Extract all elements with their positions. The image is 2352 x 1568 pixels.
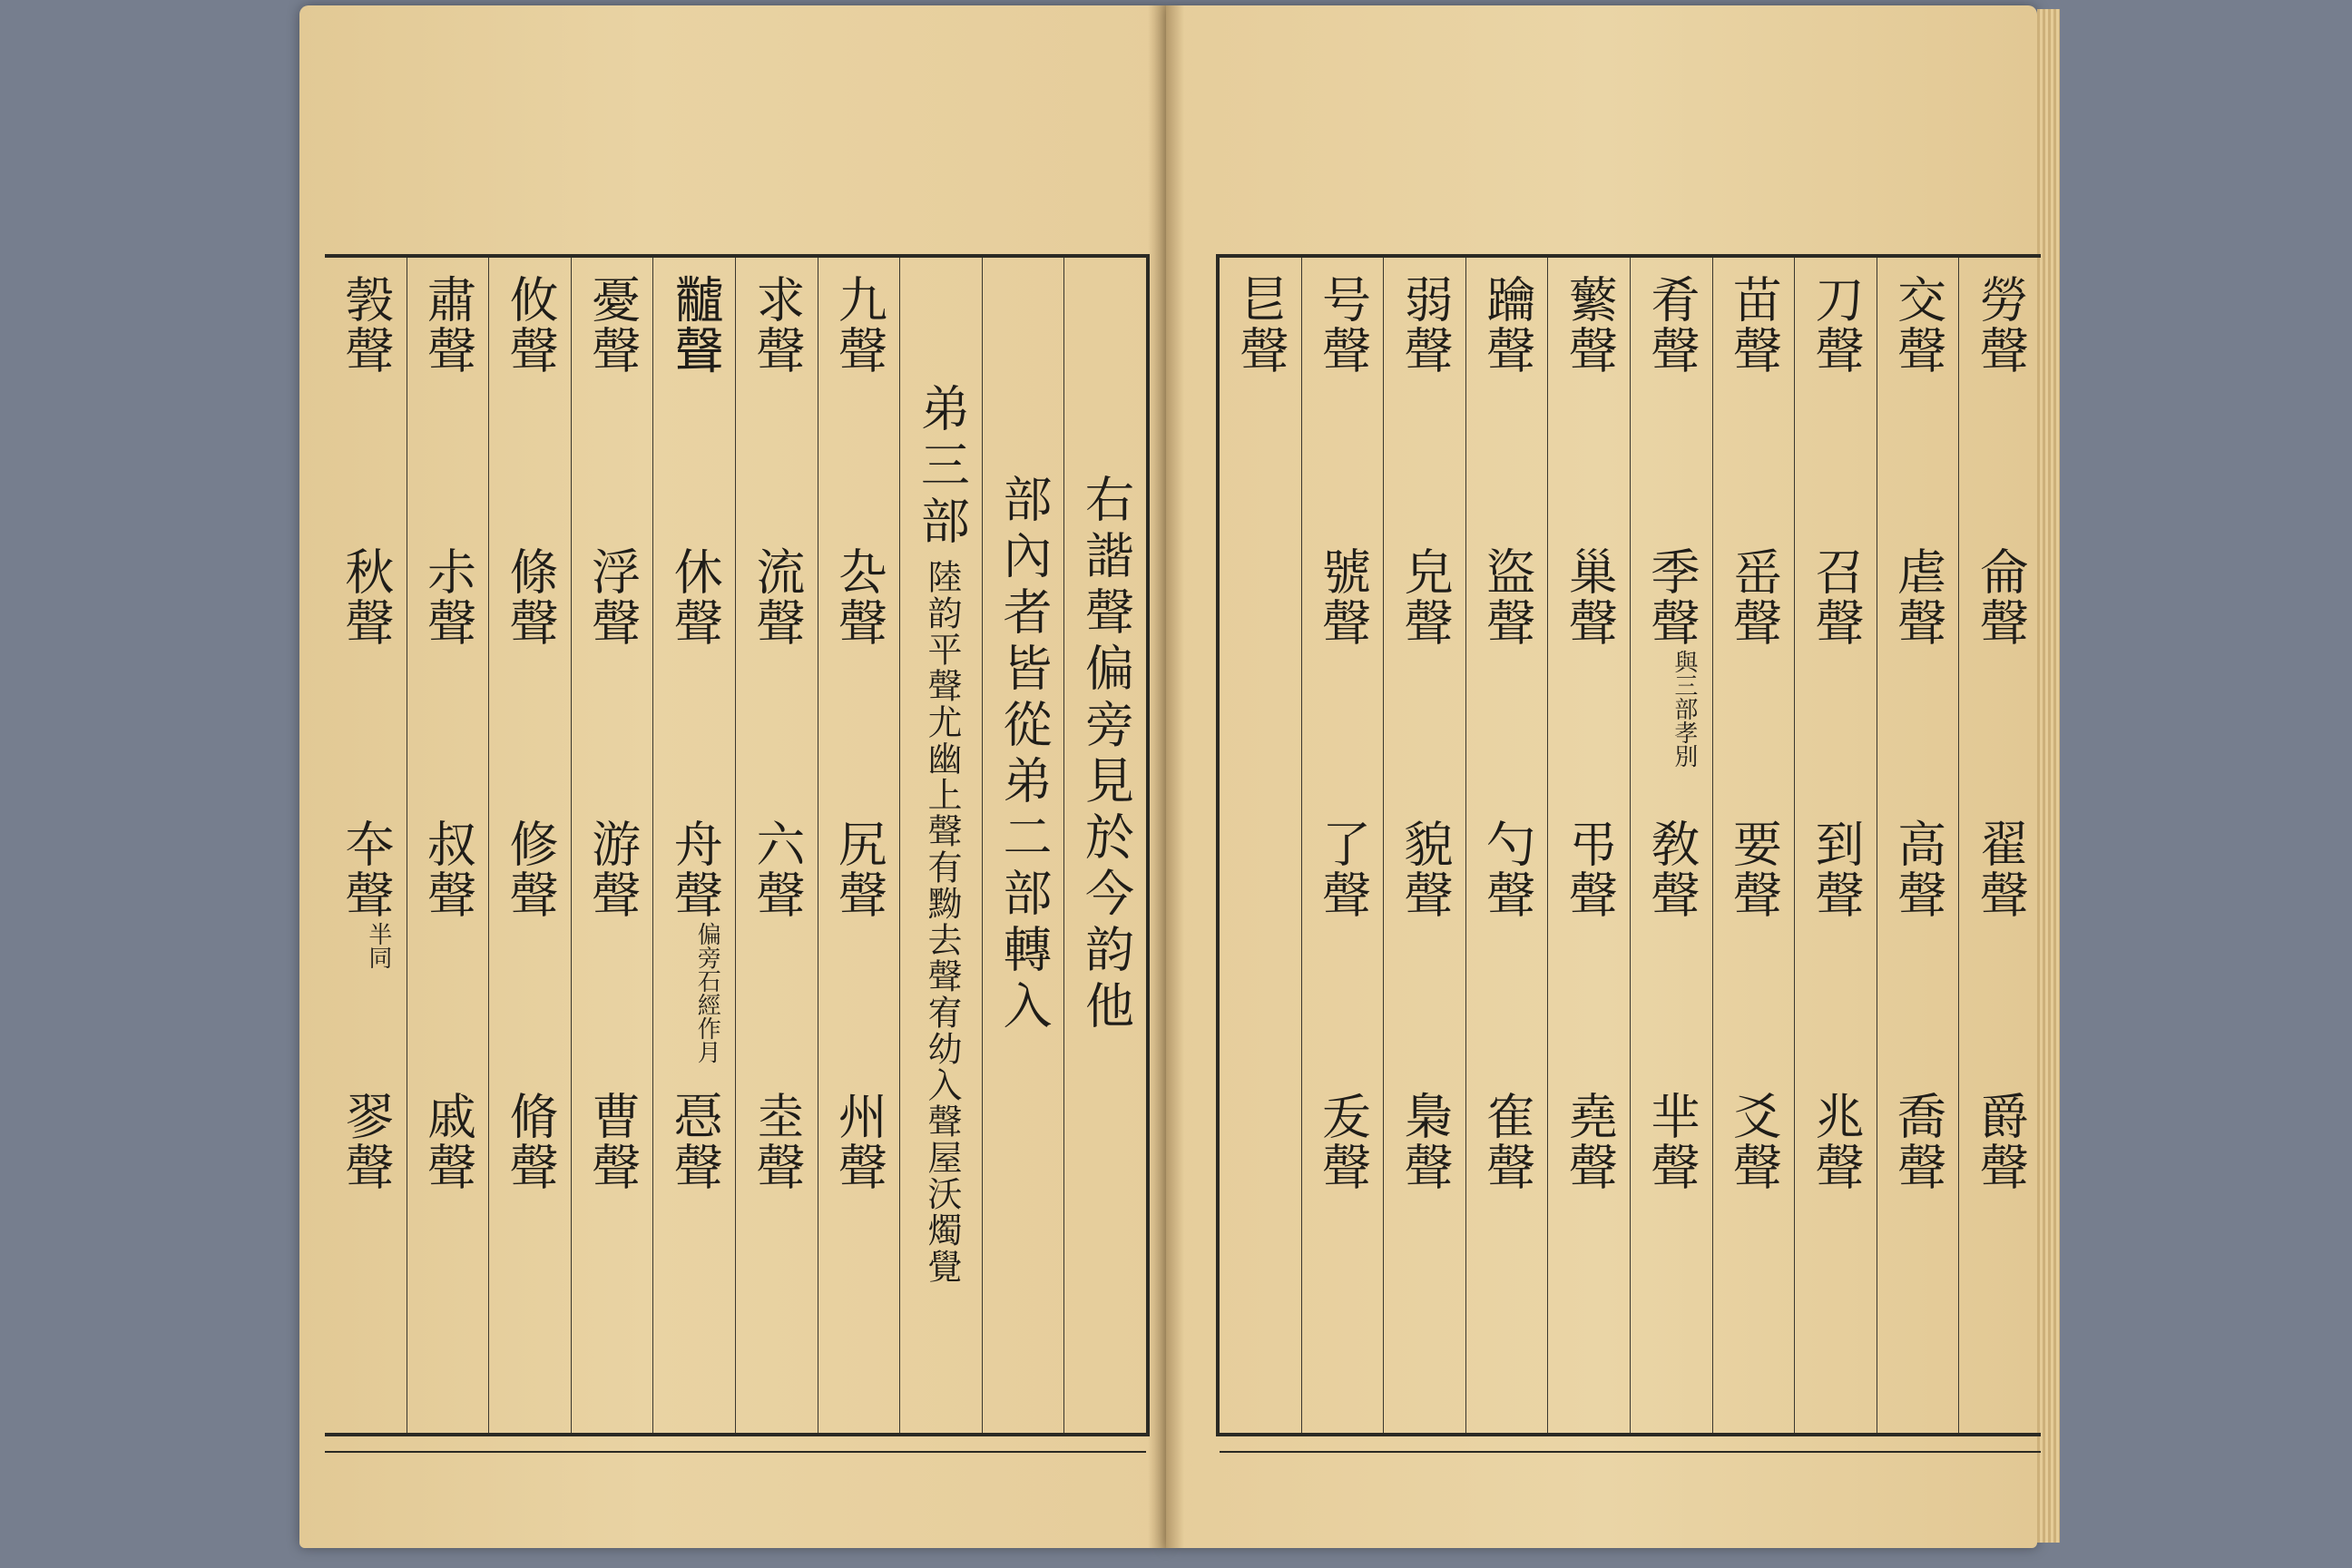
left-column-5 <box>735 258 818 1433</box>
character-entry <box>1889 818 1947 1091</box>
character-entry <box>1725 546 1783 818</box>
right-column-7 <box>1465 258 1548 1433</box>
right-column-8 <box>1383 258 1465 1433</box>
character-entry <box>1642 546 1700 818</box>
left-column-4 <box>818 258 900 1433</box>
character-entry <box>1725 274 1783 546</box>
character-entry <box>1642 818 1700 1091</box>
character-entry <box>748 818 806 1091</box>
book-gutter <box>1148 5 1184 1548</box>
entry-text: 翏聲 <box>337 1091 395 1192</box>
entry-note: 半同 <box>364 922 392 969</box>
character-entry <box>1478 818 1536 1091</box>
entry-text: 厹聲 <box>830 546 888 648</box>
right-column-1 <box>1958 258 2041 1433</box>
character-entry <box>1561 1091 1619 1363</box>
entry-text: 盜聲 <box>1478 546 1536 648</box>
entry-text: 蘩聲 <box>1561 274 1619 376</box>
right-page-frame <box>1216 254 2041 1436</box>
character-entry <box>1314 1091 1372 1363</box>
body-text: 右諧聲偏旁見於今韵他 <box>1077 474 1135 1036</box>
entry-text: 尗聲 <box>419 546 477 648</box>
entry-text: 季聲 <box>1642 546 1700 648</box>
entry-text: 芈聲 <box>1642 1091 1700 1192</box>
entry-text: 貌聲 <box>1396 818 1455 920</box>
right-column-6 <box>1547 258 1630 1433</box>
left-page-columns <box>325 258 1146 1433</box>
entry-note: 偏旁石經作月 <box>693 922 721 1063</box>
character-entry <box>337 546 395 818</box>
character-entry <box>419 818 477 1091</box>
entry-text: 㫐聲 <box>1231 274 1289 376</box>
character-entry <box>1808 546 1866 818</box>
character-entry <box>1889 546 1947 818</box>
entry-text: 㥑聲 <box>666 1091 724 1192</box>
character-entry <box>502 274 560 546</box>
character-entry <box>1972 1091 2030 1363</box>
section-heading: 弟三部 <box>913 383 971 552</box>
character-entry <box>666 818 724 1091</box>
entry-text: 了聲 <box>1314 818 1372 920</box>
left-column-7 <box>571 258 653 1433</box>
entry-text: 皃聲 <box>1396 546 1455 648</box>
entry-text: 憂聲 <box>583 274 642 376</box>
entry-text: 休聲 <box>666 546 724 648</box>
character-entry <box>666 1091 724 1363</box>
entry-text: 交聲 <box>1889 274 1947 376</box>
entry-text: 求聲 <box>748 274 806 376</box>
right-column-10 <box>1220 258 1301 1433</box>
entry-text: 到聲 <box>1808 818 1866 920</box>
entry-text: 䍃聲 <box>1725 546 1783 648</box>
character-entry <box>666 546 724 818</box>
character-entry <box>583 274 642 546</box>
right-column-2 <box>1877 258 1959 1433</box>
entry-text: 弔聲 <box>1561 818 1619 920</box>
character-entry <box>1808 274 1866 546</box>
entry-text: 流聲 <box>748 546 806 648</box>
entry-text: 号聲 <box>1314 274 1372 376</box>
entry-text: 刀聲 <box>1808 274 1866 376</box>
entry-text: 號聲 <box>1314 546 1372 648</box>
character-entry <box>1972 274 2030 546</box>
entry-text: 六聲 <box>748 818 806 920</box>
right-page-columns <box>1220 258 2041 1433</box>
character-entry <box>1642 1091 1700 1363</box>
left-column-10 <box>325 258 407 1433</box>
left-column-9 <box>407 258 489 1433</box>
character-entry <box>1396 274 1455 546</box>
left-column-3 <box>899 258 982 1433</box>
character-entry <box>583 1091 642 1363</box>
entry-text: 曹聲 <box>583 1091 642 1192</box>
entry-text: 叔聲 <box>419 818 477 920</box>
character-entry <box>337 818 395 1091</box>
entry-text: 州聲 <box>830 1091 888 1192</box>
entry-text: 弱聲 <box>1396 274 1455 376</box>
character-entry <box>502 546 560 818</box>
left-column-1 <box>1063 258 1146 1433</box>
entry-text: 巢聲 <box>1561 546 1619 648</box>
character-entry <box>830 546 888 818</box>
entry-text: 高聲 <box>1889 818 1947 920</box>
right-column-9 <box>1301 258 1384 1433</box>
character-entry <box>419 274 477 546</box>
entry-text: 苗聲 <box>1725 274 1783 376</box>
character-entry <box>1808 818 1866 1091</box>
left-column-8 <box>488 258 571 1433</box>
character-entry <box>1642 274 1700 546</box>
entry-text: 坴聲 <box>748 1091 806 1192</box>
character-entry <box>1478 1091 1536 1363</box>
character-entry <box>748 274 806 546</box>
entry-note: 與三部孝別 <box>1670 650 1698 768</box>
entry-text: 叐聲 <box>1314 1091 1372 1192</box>
entry-text: 勺聲 <box>1478 818 1536 920</box>
character-entry <box>502 1091 560 1363</box>
character-entry <box>666 274 724 546</box>
character-entry <box>337 274 395 546</box>
entry-text: 勞聲 <box>1972 274 2030 376</box>
entry-text: 修聲 <box>502 818 560 920</box>
open-book <box>299 0 2060 1568</box>
character-entry <box>1314 818 1372 1091</box>
character-entry <box>1725 1091 1783 1363</box>
character-entry <box>830 1091 888 1363</box>
left-column-6 <box>652 258 735 1433</box>
character-entry <box>1561 546 1619 818</box>
character-entry <box>748 546 806 818</box>
character-entry <box>1314 274 1372 546</box>
character-entry <box>419 1091 477 1363</box>
character-entry <box>419 546 477 818</box>
character-entry <box>1561 274 1619 546</box>
entry-text: 梟聲 <box>1396 1091 1455 1192</box>
character-entry <box>1725 818 1783 1091</box>
entry-text: 戚聲 <box>419 1091 477 1192</box>
character-entry <box>830 818 888 1091</box>
entry-text: 爻聲 <box>1725 1091 1783 1192</box>
right-column-4 <box>1712 258 1795 1433</box>
character-entry <box>1396 1091 1455 1363</box>
character-entry <box>1396 546 1455 818</box>
character-entry <box>1889 1091 1947 1363</box>
entry-text: 肅聲 <box>419 274 477 376</box>
character-entry <box>748 1091 806 1363</box>
entry-text: 隺聲 <box>1478 1091 1536 1192</box>
right-column-3 <box>1794 258 1877 1433</box>
entry-text: 喬聲 <box>1889 1091 1947 1192</box>
entry-text: 浮聲 <box>583 546 642 648</box>
entry-text: 攸聲 <box>502 274 560 376</box>
entry-text: 條聲 <box>502 546 560 648</box>
entry-text: 召聲 <box>1808 546 1866 648</box>
entry-text: 秋聲 <box>337 546 395 648</box>
entry-text: 尻聲 <box>830 818 888 920</box>
character-entry <box>1972 818 2030 1091</box>
character-entry <box>583 546 642 818</box>
left-page-frame <box>325 254 1150 1436</box>
character-entry <box>1396 818 1455 1091</box>
entry-text: 䠯聲 <box>1478 274 1536 376</box>
character-entry <box>583 818 642 1091</box>
character-entry <box>1231 274 1289 546</box>
entry-text: 㝅聲 <box>337 274 395 376</box>
entry-text: 敎聲 <box>1642 818 1700 920</box>
entry-text: 爵聲 <box>1972 1091 2030 1192</box>
entry-text: 翟聲 <box>1972 818 2030 920</box>
character-entry <box>1808 1091 1866 1363</box>
character-entry <box>337 1091 395 1363</box>
right-column-5 <box>1630 258 1712 1433</box>
character-entry <box>1314 546 1372 818</box>
character-entry <box>502 818 560 1091</box>
character-entry <box>830 274 888 546</box>
left-column-2 <box>982 258 1064 1433</box>
entry-text: 肴聲 <box>1642 274 1700 376</box>
entry-text: 舟聲 <box>666 818 724 920</box>
entry-text: 侖聲 <box>1972 546 2030 648</box>
entry-text: 虐聲 <box>1889 546 1947 648</box>
entry-text: 脩聲 <box>502 1091 560 1192</box>
entry-text: 兆聲 <box>1808 1091 1866 1192</box>
entry-text: 九聲 <box>830 274 888 376</box>
character-entry <box>1561 818 1619 1091</box>
entry-text: 夲聲 <box>337 818 395 920</box>
character-entry <box>1889 274 1947 546</box>
entry-text: 堯聲 <box>1561 1091 1619 1192</box>
entry-text: 游聲 <box>583 818 642 920</box>
rhyme-note: 陸韵平聲尤幽上聲有黝去聲宥幼入聲屋沃燭覺 <box>921 559 962 1285</box>
body-text: 部內者皆從弟二部轉入 <box>995 474 1053 1036</box>
character-entry <box>1972 546 2030 818</box>
entry-text: 𪓐聲 <box>666 274 724 376</box>
character-entry <box>1478 274 1536 546</box>
entry-text: 要聲 <box>1725 818 1783 920</box>
character-entry <box>1478 546 1536 818</box>
